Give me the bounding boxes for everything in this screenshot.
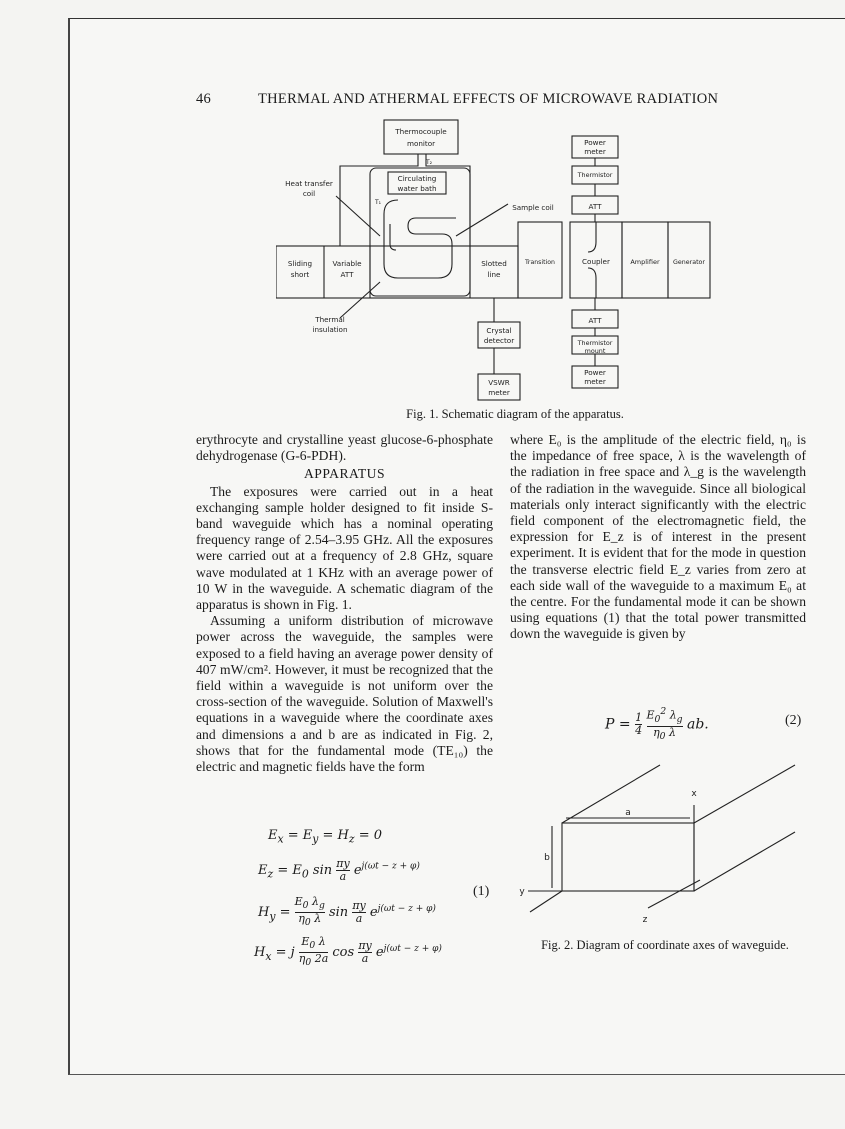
fig1-label-power-top: Power [584,138,606,147]
left-paragraph-2: The exposures were carried out in a heat exchanging sample holder designed to fit inside S-band waveguide which has a nominal operating frequency range of 2.54–3.95 GHz. All the exposures were carried out at a frequency of 2.8 GHz, square wave modulated at 1 KHz with an average power of 10 W in the waveguide. A schematic diagram of the apparatus is shown in Fig. 1. [196,483,493,613]
fig1-label-thermal: Thermal [315,315,345,324]
fig1-label-mount-bottom: mount [584,347,606,355]
fig1-label-heat-transfer: Heat transfer [285,179,333,188]
figure-1-schematic [276,118,716,418]
fig1-label-t2: T₂ [425,159,433,166]
fig1-label-slotted: Slotted [481,259,507,268]
fig2-label-z: z [642,915,648,925]
fig1-label-crystal: Crystal [486,326,512,335]
equation-2: P = 1 4 $E_0^2$ $\lambda_g$ $\eta_0$ λ ab. [605,706,709,743]
fig1-label-generator: Generator [673,259,705,266]
fig1-label-thermistor-bottom: Thermistor [577,339,613,347]
fig1-label-var-att: ATT [340,270,354,279]
figure-1-caption: Fig. 1. Schematic diagram of the apparatus. [406,407,624,421]
left-paragraph-3: Assuming a uniform distribution of microwave power across the waveguide, the samples were exposed to a field having an average power density of 407 mW/cm². However, it must be recognized that the field within a waveguide is not uniform over the cross-section of the waveguide. Solution of Maxwell's equations in a waveguide where the coordinate axes and dimensions a and b are as indicated in Fig. 2, shows that for the fundamental mode (TE₁₀) the electric and magnetic fields have the form [196,613,493,775]
fig1-label-amplifier: Amplifier [630,258,660,266]
equation-2-number: (2) [785,713,802,728]
fig1-label-short: short [290,270,310,279]
fig1-label-att-bottom: ATT [588,316,602,325]
fig1-label-sliding: Sliding [287,259,313,268]
running-title: THERMAL AND ATHERMAL EFFECTS OF MICROWAVE RADIATION [258,91,719,107]
fig1-label-thermocouple: Thermocouple [395,127,447,136]
page-number: 46 [196,91,212,107]
equation-1c: $H_y$ = $E_0$ $\lambda_g$ $\eta_0$ λ sin πy a $e^{j(\omega t - z + \varphi)}$ [258,895,436,929]
fig1-label-thermistor-top: Thermistor [577,171,613,179]
fig1-label-vswr: VSWR [488,378,510,387]
fig1-label-sample-coil: Sample coil [512,203,554,212]
fig1-label-detector: detector [483,336,515,345]
fig1-label-transition: Transition [525,259,555,266]
fig1-label-insulation: insulation [312,325,348,334]
left-column [196,432,493,775]
fig1-label-line: line [487,270,501,279]
right-column [510,432,806,643]
fig1-label-power-bottom: Power [584,368,606,377]
left-paragraph-1: erythrocyte and crystalline yeast glucose-6-phosphate dehydrogenase (G-6-PDH). [196,432,493,464]
fig1-label-circulating: Circulating [397,174,437,183]
fig2-label-b: b [544,853,550,863]
fig1-label-variable: Variable [332,259,362,268]
fig1-label-monitor: monitor [406,139,436,148]
fig1-label-water-bath: water bath [397,184,437,193]
fig2-label-y: y [519,887,525,897]
equation-1-number: (1) [473,884,490,899]
equation-1d: $H_x = j$ $E_0$ λ $\eta_0$ 2a cos πy a $e^{j(\omega t - z + \varphi)}$ [254,935,442,969]
fig1-label-t1: T₁ [374,199,382,206]
fig2-label-x: x [691,789,697,799]
fig1-label-coil: coil [302,189,316,198]
fig1-label-meter-bottom: meter [584,377,606,386]
equation-1a: $E_x = E_y = H_z = 0$ [268,828,383,846]
figure-2-caption: Fig. 2. Diagram of coordinate axes of waveguide. [541,938,789,952]
figure-2-axes-diagram [515,762,815,932]
section-heading-apparatus: APPARATUS [303,466,386,482]
fig1-label-vswr-meter: meter [488,388,510,397]
fig1-label-att-top: ATT [588,202,602,211]
fig1-label-meter-top: meter [584,147,606,156]
right-paragraph-1: where E₀ is the amplitude of the electric field, η₀ is the impedance of free space, λ is the wavelength of the radiation in free space and λ_g is the wavelength of the radiation in the waveguide. Since all biological materials only interact significantly with the electric field component of the electromagnetic field, the expression for E_z is of interest in the present experiment. It is evident that for the mode in question the transverse electric field E_z varies from zero at each side wall of the waveguide to a maximum E₀ at the centre. For the fundamental mode it can be shown using equations (1) that the total power transmitted down the waveguide is given by [510,432,806,642]
fig1-label-coupler: Coupler [582,257,610,266]
equation-1b: $E_z = E_0$ sin πy a $e^{j(\omega t - z + \varphi)}$ [258,857,420,883]
fig2-label-a: a [625,808,631,818]
